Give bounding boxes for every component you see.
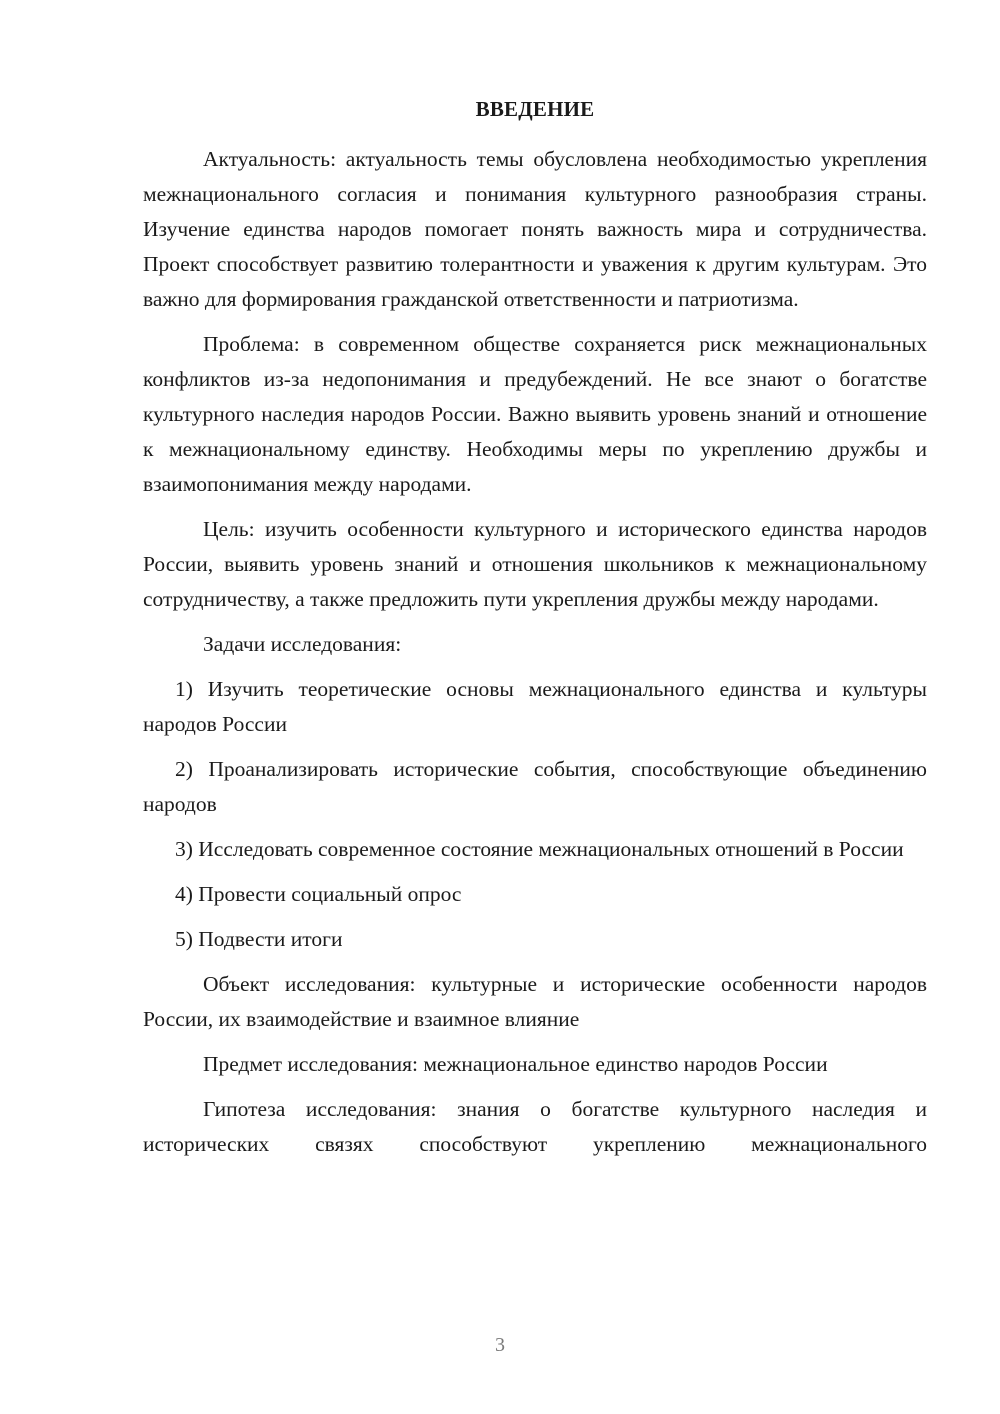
- subject-paragraph: Предмет исследования: межнациональное единство народов России: [203, 1052, 828, 1076]
- task-item-2: 2) Проанализировать исторические события, способствующие объединению народов: [143, 757, 927, 816]
- object-paragraph: Объект исследования: культурные и исторические особенности народов России, их взаимодействие и взаимное влияние: [143, 972, 927, 1031]
- problem-paragraph: Проблема: в современном обществе сохраняется риск межнациональных конфликтов из-за недопонимания и предубеждений. Не все знают о богатстве культурного наследия народов России. Важно выявить уровень знаний и отношение к межнациональному единству. Необходимы меры по укреплению дружбы и взаимопонимания между народами.: [143, 332, 927, 496]
- goal-paragraph: Цель: изучить особенности культурного и исторического единства народов России, выявить уровень знаний и отношения школьников к межнациональному сотрудничеству, а также предложить пути укрепления дружбы между народами.: [143, 517, 927, 611]
- page-number: 3: [495, 1334, 505, 1356]
- relevance-paragraph: Актуальность: актуальность темы обусловлена необходимостью укрепления межнационального согласия и понимания культурного разнообразия страны. Изучение единства народов помогает понять важность мира и сотрудничества. Проект способствует развитию толерантности и уважения к другим культурам. Это важно для формирования гражданской ответственности и патриотизма.: [143, 147, 927, 311]
- tasks-heading: Задачи исследования:: [203, 632, 402, 656]
- task-item-4: 4) Провести социальный опрос: [175, 882, 462, 906]
- section-title: ВВЕДЕНИЕ: [475, 97, 595, 121]
- page-content: [143, 92, 927, 1172]
- task-item-5: 5) Подвести итоги: [175, 927, 343, 951]
- hypothesis-paragraph: Гипотеза исследования: знания о богатстве культурного наследия и исторических связях способствуют укреплению межнационального: [143, 1097, 927, 1156]
- task-item-1: 1) Изучить теоретические основы межнационального единства и культуры народов России: [143, 677, 927, 736]
- task-item-3: 3) Исследовать современное состояние межнациональных отношений в России: [175, 837, 904, 861]
